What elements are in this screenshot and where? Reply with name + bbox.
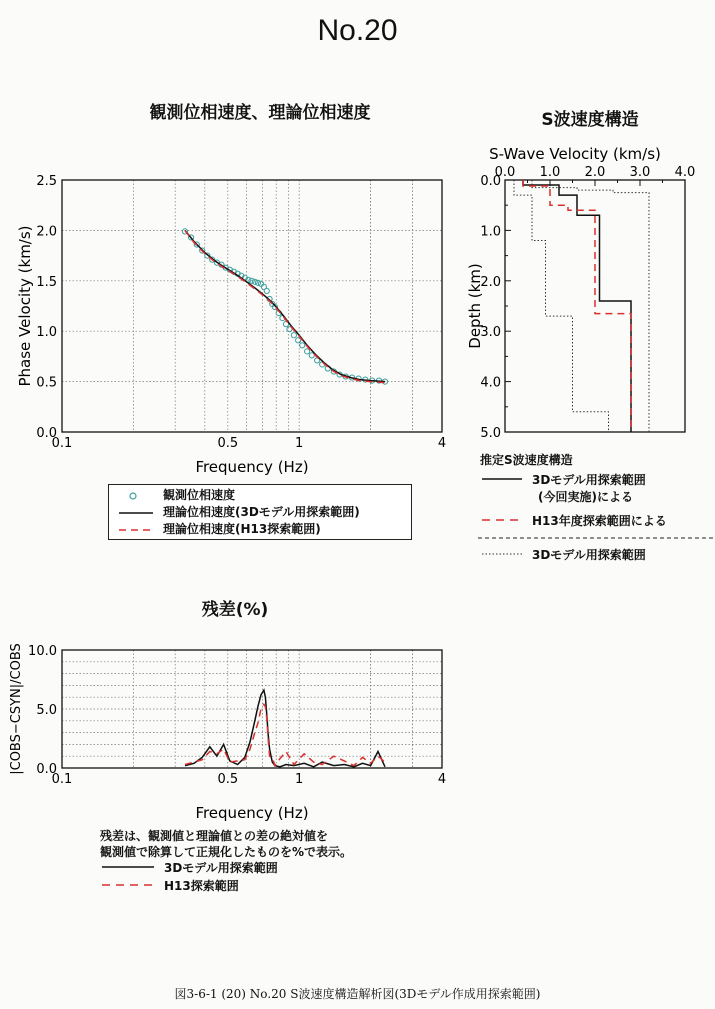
observed-point [264,288,269,293]
residual-chart [0,640,470,825]
observed-point [252,279,257,284]
swave-chart-title: S波速度構造 [541,110,639,130]
residual-note-line2: 観測値で除算して正規化したものを%で表示。 [100,845,353,859]
residual-note-line1: 残差は、観測値と理論値との差の絶対値を [100,829,329,843]
phase-legend [108,484,412,540]
3d-series-line [185,230,385,381]
swave-legend-solid-label: 3Dモデル用探索範囲 [532,473,646,487]
residual-legend-symbols [100,858,160,898]
legend-circle-symbol [130,493,136,499]
y-tick-label: 1.0 [480,224,501,240]
observed-point [309,353,314,358]
3d-series-line [185,690,385,767]
x-tick-label: 0.1 [51,772,73,787]
residual-note [100,828,430,898]
h13-series-line [185,230,385,382]
y-tick-label: 3.0 [480,325,501,341]
x-tick-label: 1.0 [539,165,561,180]
observed-point [305,349,310,354]
observed-point [300,343,305,348]
legend-theory-3d: 理論位相速度(3Dモデル用探索範囲) [163,505,360,519]
y-axis-label: Depth (km) [466,263,484,349]
residual-legend-solid-label: 3Dモデル用探索範囲 [164,861,278,875]
page-title: No.20 [317,14,398,47]
x-tick-label: 4 [437,772,447,787]
swave-legend-dashed-label: H13年度探索範囲による [532,514,667,528]
residual-legend-dashed-label: H13探索範囲 [164,879,239,893]
y-axis-label: |COBS−CSYN|/COBS [9,643,24,775]
y-tick-label: 0.0 [36,426,57,441]
phase-chart-title: 観測位相速度、理論位相速度 [149,103,371,123]
residual-chart-title: 残差(%) [201,600,269,620]
x-tick-label: 3.0 [629,165,651,180]
y-tick-label: 0.0 [36,762,57,777]
y-tick-label: 5.0 [36,703,57,718]
y-axis-label: Phase Velocity (km/s) [16,225,34,387]
swave-legend-solid-label2: (今回実施)による [538,490,633,504]
swave-legend [478,452,713,572]
h13-profile [523,180,631,432]
legend-observed: 観測位相速度 [163,488,236,502]
x-tick-label: 1 [295,436,304,451]
x-axis-label: S-Wave Velocity (km/s) [489,145,661,163]
observed-point [291,333,296,338]
phase-legend-symbols [115,487,159,537]
x-tick-label: 1 [295,772,304,787]
y-tick-label: 10.0 [28,644,57,659]
x-tick-label: 4.0 [674,165,696,180]
swave-velocity-chart [455,138,710,448]
x-axis-label: Frequency (Hz) [195,804,309,822]
y-tick-label: 0.0 [480,174,501,189]
phase-velocity-chart [0,170,470,480]
y-tick-label: 2.0 [480,274,501,290]
x-tick-label: 0.0 [494,165,516,180]
3d-model-profile [523,180,631,432]
swave-legend-title: 推定S波速度構造 [480,453,573,467]
x-axis-label: Frequency (Hz) [195,458,309,476]
y-tick-label: 1.5 [36,274,57,290]
plot-frame [62,180,442,432]
y-tick-label: 2.5 [36,174,57,189]
y-tick-label: 5.0 [480,426,501,441]
h13-series-line [185,704,385,765]
observed-point [296,338,301,343]
observed-point [258,281,263,286]
x-tick-label: 0.1 [51,436,73,451]
y-tick-label: 1.0 [36,325,57,341]
y-tick-label: 0.5 [36,375,57,391]
x-tick-label: 2.0 [584,165,606,180]
y-tick-label: 2.0 [36,224,57,240]
figure-caption: 図3-6-1 (20) No.20 S波速度構造解析図(3Dモデル作成用探索範囲) [174,987,541,1001]
x-tick-label: 0.5 [217,436,239,451]
swave-legend-dotted-label: 3Dモデル用探索範囲 [532,548,646,562]
x-tick-label: 0.5 [217,772,239,787]
legend-theory-h13: 理論位相速度(H13探索範囲) [163,522,321,536]
y-tick-label: 4.0 [480,375,501,391]
x-tick-label: 4 [437,436,447,451]
